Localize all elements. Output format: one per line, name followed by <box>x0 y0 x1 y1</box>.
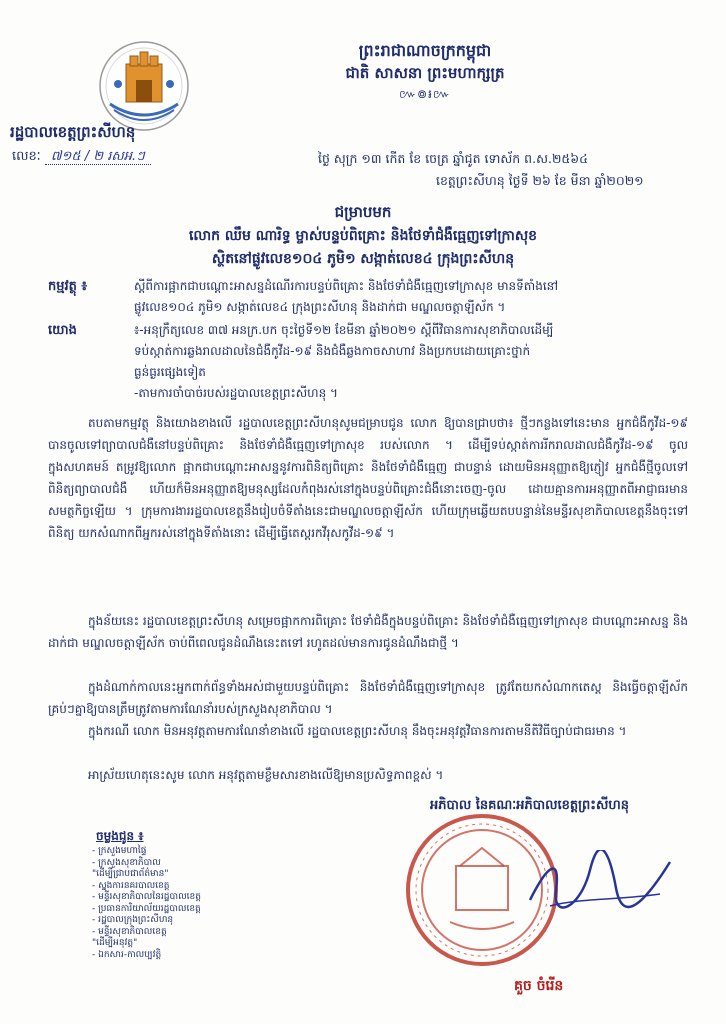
cc-item: "ដើម្បីជ្រាបជាព័ត៌មាន" <box>92 869 169 879</box>
body-paragraph: តបតាមកម្មវត្ថុ និងយោងខាងលើ រដ្ឋបាលខេត្តព្រះសីហនុសូមជម្រាបជូន លោក ឱ្យបានជ្រាបថា៖ ថ្មីៗកន្លងទៅនេះមាន អ្នកជំងឺកូវីដ-១៩ បានចូលទៅព្យាបាលជំងឺនៅបន្ទប់ពិគ្រោះ និងថែទាំជំងឺធ្មេញទៅក្រាសុខ របស់លោក ។ ដើម្បីទប់ស្កាត់ការរីករាលដាលជំងឺកូវីដ-១៩ ចូលក្នុងសហគមន៍ តម្រូវឱ្យលោក ផ្អាកជាបណ្តោះអាសន្ននូវការពិនិត្យពិគ្រោះ និងថែទាំជំងឺធ្មេញ ជាបន្ទាន់ ដោយមិនអនុញ្ញាតឱ្យភ្ញៀវ អ្នកជំងឺថ្មីចូលទៅពិនិត្យព្យាបាលជំងឺ ហើយក៏មិនអនុញ្ញាតឱ្យមនុស្សដែលកំពុងរស់នៅក្នុងបន្ទប់ពិគ្រោះជំងឺនោះចេញ-ចូល ដោយគ្មានការអនុញ្ញាតពីអាជ្ញាធរមានសមត្ថកិច្ចឡើយ ។ ក្រុមការងាររដ្ឋបាលខេត្តនឹងរៀបចំទីតាំងនេះជាមណ្ឌលចត្តាឡីស័ក ហើយក្រុមឆ្លើយតបបន្ទាន់នៃមន្ទីរសុខាភិបាលខេត្តនឹងចុះទៅពិនិត្យ យកសំណាកពីអ្នករស់នៅក្នុងទីតាំងនោះ ដើម្បីធ្វើតេស្តរកវីរុសកូវីដ-១៩ ។ <box>48 416 688 540</box>
lunar-date: ថ្ងៃ សុក្រ ១៣ កើត ខែ ចេត្រ ឆ្នាំជូត ទោស័ក ព.ស.២៥៦៤ <box>318 151 588 166</box>
reference-line: -តាមការចាំបាច់របស់រដ្ឋបាលខេត្តព្រះសីហនុ ។ <box>134 386 338 400</box>
reference-label: លេខៈ <box>12 149 41 164</box>
issuer-name: រដ្ឋបាលខេត្តព្រះសីហនុ <box>10 123 136 141</box>
reference-line: ធ្ងន់ធ្ងរផ្សេងទៀត <box>134 365 206 379</box>
body-paragraph: ក្នុងន័យនេះ រដ្ឋបាលខេត្តព្រះសីហនុ សម្រេចផ្អាកការពិគ្រោះ ថែទាំជំងឺក្នុងបន្ទប់ពិគ្រោះ និងថែទាំជំងឺធ្មេញទៅក្រាសុខ ជាបណ្តោះអាសន្ន និងដាក់ជា មណ្ឌលចត្តាឡីស័ក ចាប់ពីពេលជូនដំណឹងនេះតទៅ រហូតដល់មានការជូនដំណឹងជាថ្មី ។ <box>48 614 688 650</box>
signer-title: អភិបាល នៃគណៈអភិបាលខេត្តព្រះសីហនុ <box>430 798 629 813</box>
cc-title: ចម្លងជូន ៖ <box>96 829 144 843</box>
cc-item: - ឯកសារ-កាលប្បវត្តិ <box>92 949 162 960</box>
notice-subject-line1: លោក ឈឹម ណារិទ្ធ ម្ចាស់បន្ទប់ពិគ្រោះ និងថែទាំជំងឺធ្មេញទៅក្រាសុខ <box>188 228 538 244</box>
cc-item: - មន្ទីរសុខាភិបាលនៃរដ្ឋបាលខេត្ត <box>92 892 201 902</box>
notice-heading: ជម្រាបមក <box>334 203 392 221</box>
solar-date: ខេត្តព្រះសីហនុ ថ្ងៃទី ២៦ ខែ មីនា ឆ្នាំ២០២១ <box>436 173 644 188</box>
notice-subject-line2: ស្ថិតនៅផ្លូវលេខ១០៤ ភូមិ១ សង្កាត់លេខ៤ ក្រុងព្រះសីហនុ <box>211 251 515 267</box>
topic-line: ស្តីពីការផ្អាកជាបណ្តោះអាសន្នដំណើរការបន្ទប់ពិគ្រោះ និងថែទាំជំងឺធ្មេញទៅក្រាសុខ មានទីតាំងនៅ <box>134 279 559 293</box>
topic-line: ផ្លូវលេខ១០៤ ភូមិ១ សង្កាត់លេខ៤ ក្រុងព្រះសីហនុ និងដាក់ជា មណ្ឌលចត្តាឡីស័ក ។ <box>134 300 506 314</box>
topic-text <box>134 276 690 318</box>
header-ornament: ៚៙៛៚ <box>399 87 451 101</box>
national-motto: ជាតិ សាសនា ព្រះមហាក្សត្រ <box>345 64 505 82</box>
kingdom-title: ព្រះរាជាណាចក្រកម្ពុជា <box>358 41 492 60</box>
reference-number <box>12 148 322 166</box>
cc-item: - រដ្ឋបាលក្រុងព្រះសីហនុ <box>92 915 174 925</box>
reference-text <box>134 320 690 404</box>
cc-item: - ប្រធានការិយាល័យរដ្ឋបាលខេត្ត <box>92 903 201 914</box>
body-paragraph: ក្នុងករណី លោក មិនអនុវត្តតាមការណែនាំខាងលើ រដ្ឋបាលខេត្តព្រះសីហនុ នឹងចុះអនុវត្តវិធានការតាមនីតិវិធីច្បាប់ជាធរមាន ។ <box>88 724 627 738</box>
handwritten-signature-icon <box>520 850 680 920</box>
topic-label: កម្មវត្ថុ ៖ <box>48 279 88 294</box>
reference-block <box>48 320 688 400</box>
signer-name: គួច ចំរើន <box>514 978 564 994</box>
cc-item: - ក្រសួងមហាផ្ទៃ <box>92 846 147 856</box>
cc-item: - ក្រសួងសុខាភិបាល <box>92 857 161 868</box>
body-paragraph: ក្នុងដំណាក់កាលនេះអ្នកពាក់ព័ន្ធទាំងអស់ជាមួយបន្ទប់ពិគ្រោះ និងថែទាំជំងឺធ្មេញទៅក្រាសុខ ត្រូវតែយកសំណាកតេស្ត និងធ្វើចត្តាឡីស័កគ្រប់ៗគ្នាឱ្យបានត្រឹមត្រូវតាមការណែនាំរបស់ក្រសួងសុខាភិបាល ។ <box>48 680 688 716</box>
reference-block-label: យោង <box>48 323 77 338</box>
topic-block <box>48 276 688 314</box>
cc-item: "ដើម្បីអនុវត្ត" <box>92 938 138 948</box>
reference-line: ទប់ស្កាត់ការឆ្លងរាលដាលនៃជំងឺកូវីដ-១៩ និងជំងឺឆ្លងកាចសាហាវ និងប្រកបដោយគ្រោះថ្នាក់ <box>134 344 531 358</box>
body-paragraph: អាស្រ័យហេតុនេះសូម លោក អនុវត្តតាមខ្លឹមសារខាងលើឱ្យមានប្រសិទ្ធភាពខ្ពស់ ។ <box>88 768 444 782</box>
ministry-logo-icon <box>96 38 192 134</box>
cc-item: - ស្នងការនគរបាលខេត្ត <box>92 880 170 891</box>
reference-value: ៧១៥ / ២ រសអ.ៗ <box>45 149 151 165</box>
reference-line: ៖-អនុក្រឹត្យលេខ ៣៧ អនក្រ.បក ចុះថ្ងៃទី១២ ខែមីនា ឆ្នាំ២០២១ ស្តីពីវិធានការសុខាភិបាលដើម្បី <box>134 323 554 337</box>
cc-list <box>92 846 272 961</box>
cc-item: - មន្ទីរសុខាភិបាលខេត្ត <box>92 926 167 937</box>
